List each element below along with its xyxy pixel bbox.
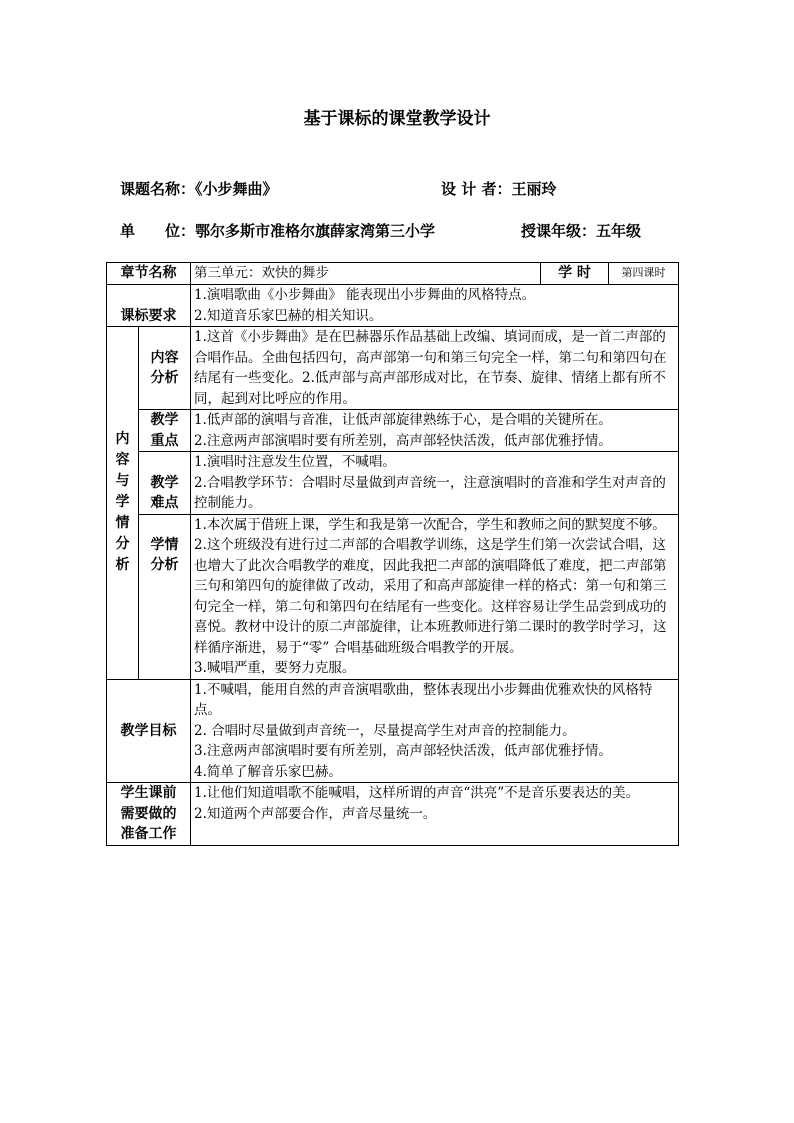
designer-label: 设 计 者： xyxy=(441,180,512,198)
content-label-line: 分析 xyxy=(150,370,179,386)
key-line: 1.低声部的演唱与音准，让低声部旋律熟练于心，是合唱的关键所在。 xyxy=(194,412,612,428)
students-row xyxy=(107,514,679,679)
analysis-char: 析 xyxy=(115,557,130,574)
key-points-content xyxy=(191,410,679,452)
prep-line: 1.让他们知道唱歌不能喊唱，这样所谓的声音“洪亮”不是音乐要表达的美。 xyxy=(194,785,640,801)
topic-value: 《小步舞曲》 xyxy=(195,180,278,198)
standards-label: 课标要求 xyxy=(107,285,191,327)
prep-label-line: 学生课前 xyxy=(120,785,177,801)
content-analysis-row xyxy=(107,327,679,410)
standards-row xyxy=(107,285,679,327)
standards-line: 1.演唱歌曲《小步舞曲》 能表现出小步舞曲的风格特点。 xyxy=(194,287,536,303)
prep-content xyxy=(191,783,679,846)
prep-label-line: 准备工作 xyxy=(120,826,177,842)
period-label: 学 时 xyxy=(541,263,609,285)
key-points-label xyxy=(139,410,191,452)
designer-value: 王丽玲 xyxy=(511,180,557,198)
unit-info xyxy=(120,220,435,241)
students-line: 1.本次属于借班上课，学生和我是第一次配合，学生和教师之间的默契度不够。 xyxy=(194,516,666,533)
difficulties-row xyxy=(107,452,679,515)
analysis-char: 学 xyxy=(115,494,130,511)
prep-row xyxy=(107,783,679,846)
analysis-char: 容 xyxy=(115,452,130,469)
diff-label-line: 难点 xyxy=(150,495,179,511)
difficulties-label xyxy=(139,452,191,515)
topic-info xyxy=(120,178,278,199)
standards-line: 2.知道音乐家巴赫的相关知识。 xyxy=(194,307,383,324)
goals-row xyxy=(107,679,679,783)
grade-value: 五年级 xyxy=(596,222,642,240)
difficulties-content xyxy=(191,452,679,515)
goals-line: 1.不喊唱，能用自然的声音演唱歌曲，整体表现出小步舞曲优雅欢快的风格特点。 xyxy=(194,681,653,718)
content-label-line: 内容 xyxy=(150,349,179,366)
prep-label xyxy=(107,783,191,846)
prep-line: 2.知道两个声部要合作，声音尽量统一。 xyxy=(194,805,437,822)
analysis-label xyxy=(107,327,139,680)
diff-line: 1.演唱时注意发生位置，不喊唱。 xyxy=(194,454,396,470)
designer-info xyxy=(441,178,556,199)
chapter-label: 章节名称 xyxy=(107,263,191,285)
key-label-line: 重点 xyxy=(150,432,179,449)
unit-label: 单 位： xyxy=(120,222,196,240)
analysis-char: 分 xyxy=(115,536,130,553)
grade-label: 授课年级： xyxy=(521,222,597,240)
students-line: 2.这个班级没有进行过二声部的合唱教学训练，这是学生们第一次尝试合唱，这也增大了此次合唱教学的难度，因此我把二声部的演唱降低了难度，把二声部第三句和第四句的旋律做了改动，采用了和高声部旋律一样的格式：第一句和第三句完全一样，第二句和第四句在结尾有一些变化。这样容易让学生品尝到成功的喜悦。教材中设计的原二声部旋律，让本班教师进行第二课时的教学时学习，这样循序渐进，易于“零” 合唱基础班级合唱教学的开展。 xyxy=(194,537,667,656)
content-text: 1.这首《小步舞曲》是在巴赫器乐作品基础上改编、填词而成，是一首二声部的合唱作品。全曲包括四句，高声部第一句和第三句完全一样，第二句和第四句在结尾有一些变化。2.低声部与高声部形成对比，在节奏、旋律、情绪上都有所不同，起到对比呼应的作用。 xyxy=(191,327,679,410)
grade-info xyxy=(521,220,641,241)
standards-content xyxy=(191,285,679,327)
key-points-row xyxy=(107,410,679,452)
lesson-design-table xyxy=(106,262,679,846)
chapter-value: 第三单元：欢快的舞步 xyxy=(191,263,541,285)
period-value: 第四课时 xyxy=(609,263,679,285)
goals-line: 2. 合唱时尽量做到声音统一，尽量提高学生对声音的控制能力。 xyxy=(194,722,576,739)
topic-label: 课题名称： xyxy=(120,180,196,198)
goals-line: 3.注意两声部演唱时要有所差别，高声部轻快活泼，低声部优雅抒情。 xyxy=(194,743,612,759)
page-title: 基于课标的课堂教学设计 xyxy=(303,109,491,129)
key-line: 2.注意两声部演唱时要有所差别，高声部轻快活泼，低声部优雅抒情。 xyxy=(194,432,612,449)
students-content xyxy=(191,514,679,679)
unit-value: 鄂尔多斯市准格尔旗薛家湾第三小学 xyxy=(195,222,436,240)
students-label xyxy=(139,514,191,679)
goals-content xyxy=(191,679,679,783)
analysis-char: 内 xyxy=(115,431,130,448)
diff-label-line: 教学 xyxy=(150,474,179,491)
prep-label-line: 需要做的 xyxy=(120,805,177,822)
chapter-row xyxy=(107,263,679,285)
goals-line: 4.简单了解音乐家巴赫。 xyxy=(194,763,342,780)
students-label-line: 分析 xyxy=(150,557,179,573)
analysis-char: 与 xyxy=(115,473,130,490)
students-line: 3.喊唱严重，要努力克服。 xyxy=(194,660,356,676)
content-label xyxy=(139,327,191,410)
key-label-line: 教学 xyxy=(150,412,179,428)
goals-label: 教学目标 xyxy=(107,679,191,783)
diff-line: 2.合唱教学环节：合唱时尽量做到声音统一，注意演唱时的音准和学生对声音的控制能力。 xyxy=(194,474,666,511)
analysis-char: 情 xyxy=(115,515,130,532)
students-label-line: 学情 xyxy=(150,536,179,553)
